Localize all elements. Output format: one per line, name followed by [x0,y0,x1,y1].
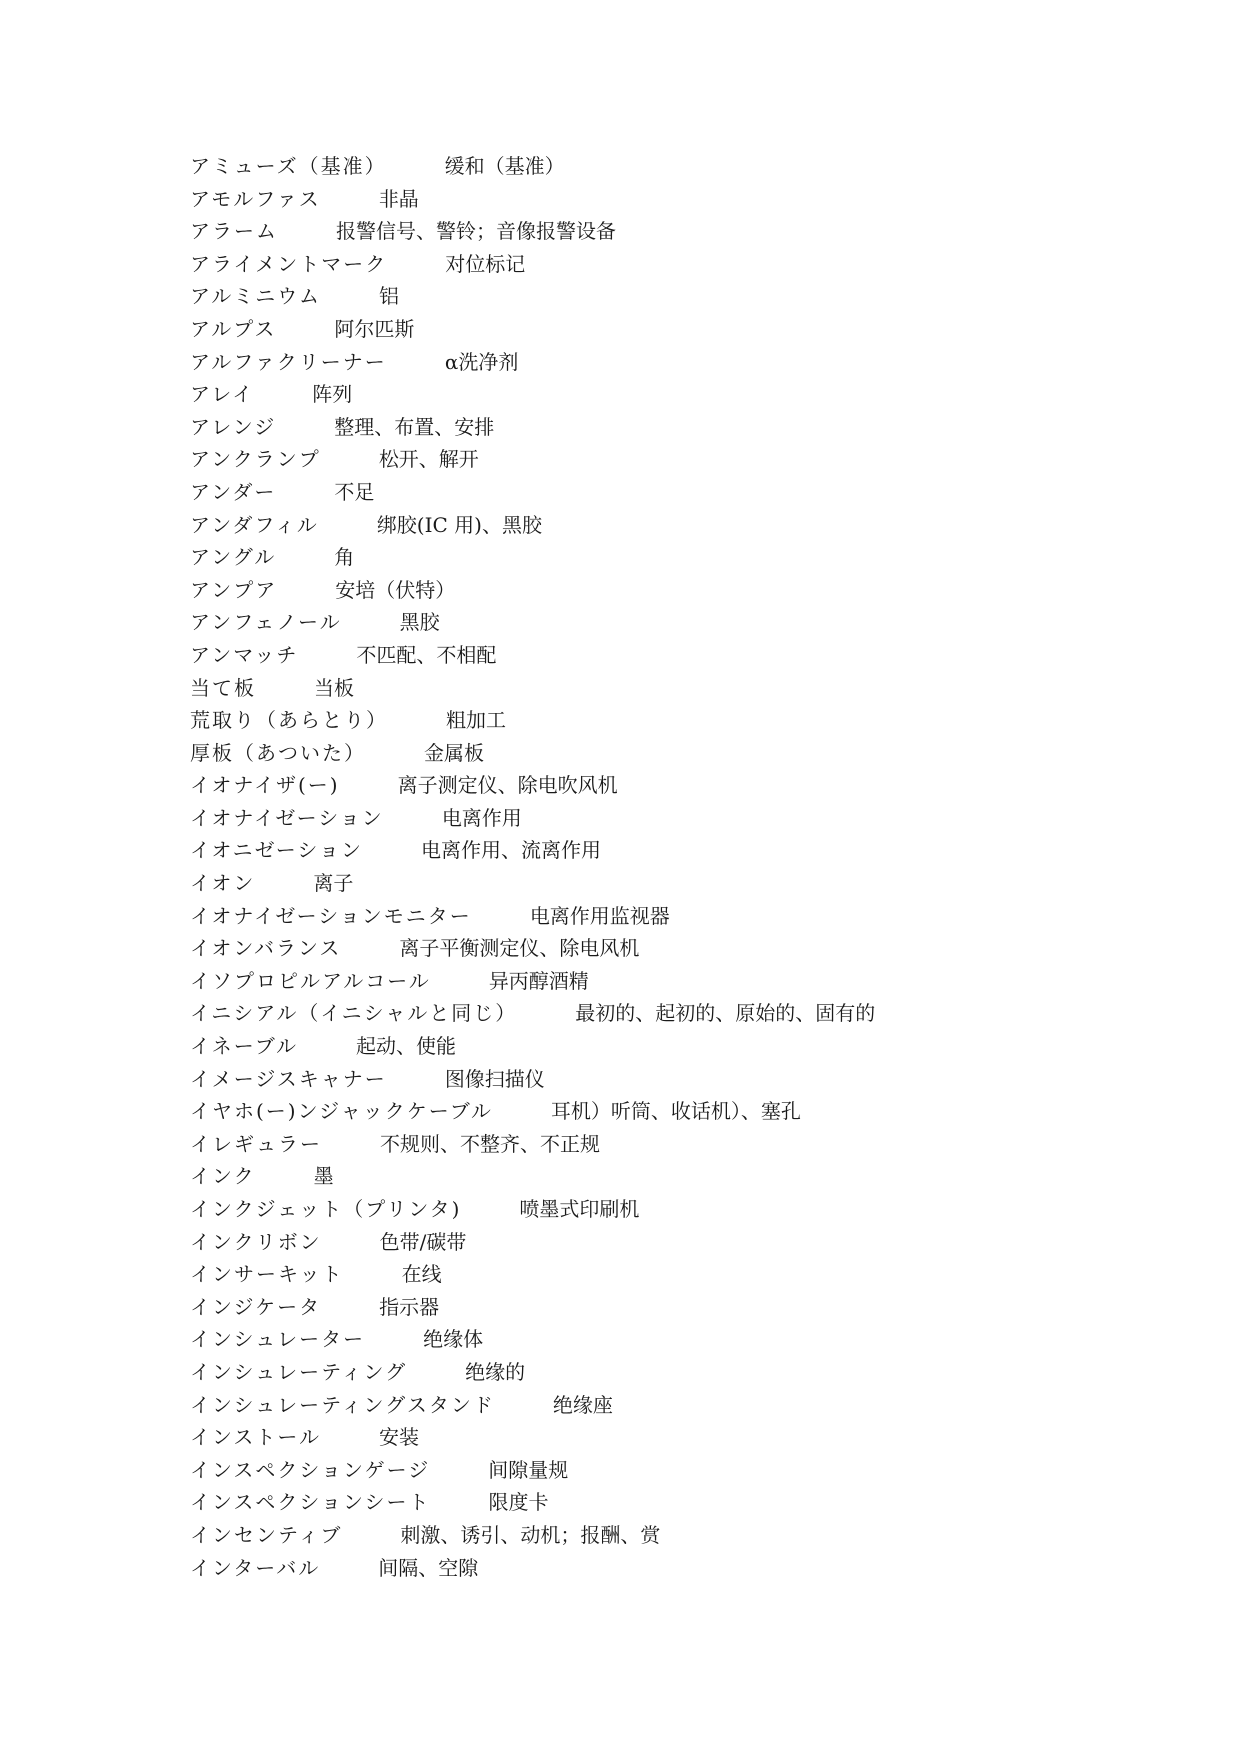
entry-meaning: 非晶 [378,186,419,211]
entry-meaning: 刺激、诱引、动机；报酬、赏 [400,1522,661,1547]
entry-meaning: 当板 [314,675,354,700]
glossary-entry [190,1095,1190,1128]
entry-term: インセンティブ [190,1522,343,1547]
entry-term: イオニゼーション [190,838,363,863]
entry-term: アンプア [190,577,278,602]
glossary-entry [190,1193,1190,1226]
glossary-entry [190,769,1190,802]
entry-meaning: 绝缘座 [552,1392,613,1417]
entry-meaning: 安装 [379,1425,419,1450]
glossary-entry [190,606,1190,639]
entry-meaning: 间隔、空隙 [378,1555,479,1580]
glossary-entry [190,1389,1190,1422]
glossary-entry [190,313,1190,346]
entry-meaning: 阵列 [312,382,353,407]
entry-meaning: 整理、布置、安排 [334,414,495,439]
glossary-entry [190,1063,1190,1096]
entry-meaning: 耳机）听筒、收话机）、塞孔 [550,1099,801,1124]
entry-meaning: 铝 [379,284,399,309]
glossary-entry [190,476,1190,509]
glossary-entry [190,737,1190,770]
glossary-entry [190,1226,1190,1259]
entry-term: インク [190,1164,256,1189]
entry-term: アラーム [190,219,278,244]
glossary-entry [190,1421,1190,1454]
glossary-entry [190,215,1190,248]
entry-term: アモルファス [190,186,321,211]
entry-meaning: 限度卡 [488,1490,549,1515]
entry-term: イオンバランス [190,936,342,961]
entry-term: インターバル [190,1555,321,1580]
entry-term: アンクランプ [190,447,321,472]
glossary-entry [190,1486,1190,1519]
entry-term: アンダー [190,479,277,504]
entry-meaning: α洗净剂 [444,349,519,374]
glossary-entry [190,1552,1190,1585]
entry-term: アレンジ [190,414,277,439]
glossary-entry [190,672,1190,705]
entry-meaning: 松开、解开 [378,447,479,472]
glossary-entry [190,900,1190,933]
entry-term: インジケータ [190,1294,322,1319]
entry-meaning: 安培（伏特） [335,577,456,602]
entry-meaning: 绑胶(IC 用)、黑胶 [376,512,542,537]
entry-meaning: 间隙量规 [488,1457,569,1482]
entry-meaning: 金属板 [424,740,484,765]
entry-term: インクリボン [190,1229,322,1254]
entry-term: イソプロピルアルコール [190,968,431,993]
entry-meaning: 色带/碳带 [379,1229,467,1254]
glossary-entry [190,639,1190,672]
glossary-entry [190,1160,1190,1193]
entry-term: 当て板 [190,675,256,700]
entry-meaning: 角 [334,545,355,570]
entry-meaning: 离子平衡测定仪、除电风机 [399,936,640,961]
entry-term: アルファクリーナー [190,349,387,374]
entry-meaning: 异丙醇酒精 [488,968,589,993]
entry-term: アルミニウム [190,284,321,309]
glossary-entry [190,574,1190,607]
glossary-entry [190,346,1190,379]
glossary-entry [190,411,1190,444]
glossary-entry [190,1454,1190,1487]
entry-term: アルプス [190,316,277,341]
glossary-entry [190,932,1190,965]
glossary-entry [190,867,1190,900]
entry-meaning: 电离作用监视器 [529,903,670,928]
glossary-entry [190,1128,1190,1161]
entry-term: イニシアル（イニシャルと同じ） [190,1001,518,1026]
entry-meaning: 阿尔匹斯 [334,316,415,341]
glossary-entry [190,443,1190,476]
entry-term: インサーキット [190,1262,344,1287]
entry-meaning: 在线 [401,1262,442,1287]
glossary-entry [190,1323,1190,1356]
entry-meaning: 电离作用、流离作用 [421,838,601,863]
entry-term: アンフェノール [190,610,342,635]
entry-meaning: 不规则、不整齐、不正规 [380,1131,600,1156]
entry-meaning: 绝缘体 [423,1327,484,1352]
entry-meaning: 不匹配、不相配 [356,642,497,667]
entry-term: イヤホ(ー)ンジャックケーブル [190,1099,493,1124]
entry-meaning: 电离作用 [441,805,522,830]
glossary-entry [190,802,1190,835]
entry-meaning: 图像扫描仪 [444,1066,545,1091]
entry-meaning: 指示器 [379,1294,440,1319]
entry-term: イオナイゼーションモニター [190,903,472,928]
entry-term: インスペクションシート [190,1490,431,1515]
glossary-entry [190,1030,1190,1063]
entry-meaning: 起动、使能 [356,1034,456,1059]
glossary-entry [190,509,1190,542]
entry-meaning: 对位标记 [445,251,526,276]
entry-term: アライメントマーク [190,251,388,276]
entry-meaning: 离子 [313,871,354,896]
entry-term: イメージスキャナー [190,1066,387,1091]
glossary-entry [190,150,1190,183]
entry-meaning: 黑胶 [399,610,440,635]
entry-meaning: 最初的、起初的、原始的、固有的 [575,1001,876,1026]
glossary-entry [190,834,1190,867]
entry-term: インクジェット（プリンタ) [190,1197,462,1221]
glossary-entry [190,1356,1190,1389]
entry-meaning: 绝缘的 [465,1359,526,1384]
entry-term: アンマッチ [190,642,299,667]
entry-meaning: 粗加工 [446,708,506,733]
glossary-entry [190,1519,1190,1552]
entry-term: インストール [190,1425,321,1450]
entry-term: インスペクションゲージ [190,1457,431,1482]
entry-meaning: 缓和（基准） [444,154,565,178]
entry-term: アミューズ（基准） [190,154,387,178]
entry-term: 荒取り（あらとり） [190,708,388,733]
entry-meaning: 墨 [313,1164,334,1189]
entry-term: イネーブル [190,1034,298,1059]
glossary-entry [190,997,1190,1030]
entry-term: イオン [190,871,256,896]
glossary-entry [190,183,1190,216]
entry-meaning: 喷墨式印刷机 [519,1197,640,1221]
glossary-entry [190,248,1190,281]
entry-term: 厚板（あついた） [190,740,366,765]
entry-term: イオナイザ(ー) [190,773,340,798]
glossary-entry [190,1291,1190,1324]
entry-term: インシュレーティング [190,1359,408,1384]
glossary-list [190,150,1190,1584]
entry-term: インシュレーター [190,1327,366,1352]
entry-term: アレイ [190,382,255,407]
glossary-entry [190,704,1190,737]
glossary-entry [190,965,1190,998]
entry-term: イレギュラー [190,1131,322,1156]
entry-meaning: 报警信号、警铃；音像报警设备 [336,219,616,244]
glossary-entry [190,378,1190,411]
entry-meaning: 不足 [334,479,375,504]
glossary-entry [190,1258,1190,1291]
entry-meaning: 离子测定仪、除电吹风机 [397,773,618,798]
entry-term: アンダフィル [190,512,319,537]
glossary-entry [190,280,1190,313]
entry-term: イオナイゼーション [190,805,384,830]
entry-term: インシュレーティングスタンド [190,1392,495,1417]
entry-term: アングル [190,545,277,570]
glossary-entry [190,541,1190,574]
